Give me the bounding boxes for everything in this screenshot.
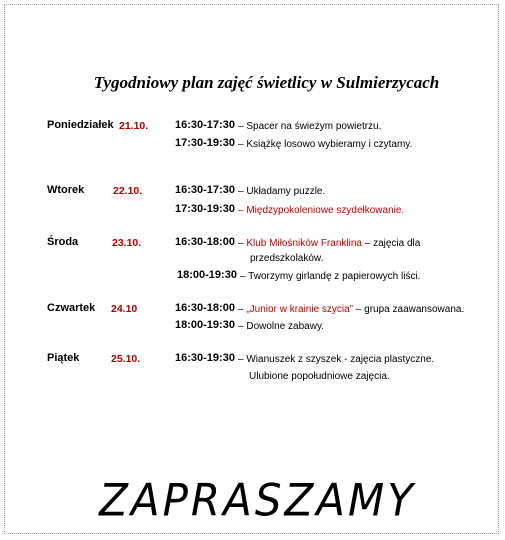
entry-time: 16:30-18:00	[175, 236, 235, 248]
club-name-highlight: Klub Miłośników Franklina	[246, 238, 362, 249]
entry-description-highlighted: – Międzypokoleniowe szydełkowanie.	[238, 205, 405, 216]
day-date-friday: 25.10.	[111, 353, 141, 365]
entry-description: – Spacer na świeżym powietrzu.	[238, 121, 382, 132]
day-date-thursday: 24.10	[111, 303, 138, 315]
invitation-footer: ZAPRASZAMY	[99, 474, 416, 527]
day-date-monday: 21.10.	[119, 120, 149, 132]
entry-description: – „Junior w krainie szycia” – grupa zaawansowana.	[238, 304, 465, 315]
entry-description: – Wianuszek z szyszek - zajęcia plastyczne.	[238, 354, 435, 365]
entry-time: 17:30-19:30	[175, 137, 235, 149]
group-name-highlight: „Junior w krainie szycia”	[246, 304, 354, 315]
entry-description: – Układamy puzzle.	[238, 186, 326, 197]
entry-time: 18:00-19:30	[177, 269, 237, 281]
day-name-thursday: Czwartek	[47, 302, 96, 314]
entry-description: – Tworzymy girlandę z papierowych liści.	[240, 271, 421, 282]
entry-description: – Książkę losowo wybieramy i czytamy.	[238, 139, 413, 150]
entry-time: 16:30-17:30	[175, 119, 235, 131]
day-date-tuesday: 22.10.	[113, 185, 143, 197]
entry-time: 16:30-19:30	[175, 352, 235, 364]
day-name-wednesday: Środa	[47, 236, 79, 248]
page-title: Tygodniowy plan zajęć świetlicy w Sulmierzycach	[93, 73, 440, 92]
entry-time: 16:30-17:30	[175, 184, 235, 196]
entry-description-continued: przedszkolaków.	[250, 253, 324, 264]
entry-description: – Klub Miłośników Franklina – zajęcia dla	[238, 238, 421, 249]
entry-time: 17:30-19:30	[175, 203, 235, 215]
entry-description-continued: Ulubione popołudniowe zajęcia.	[249, 371, 390, 382]
entry-description: – Dowolne zabawy.	[238, 321, 324, 332]
day-date-wednesday: 23.10.	[112, 237, 142, 249]
entry-time: 16:30-18:00	[175, 302, 235, 314]
day-name-monday: Poniedziałek	[47, 119, 114, 131]
day-name-friday: Piątek	[47, 352, 80, 364]
day-name-tuesday: Wtorek	[47, 184, 85, 196]
entry-time: 18:00-19:30	[175, 319, 235, 331]
